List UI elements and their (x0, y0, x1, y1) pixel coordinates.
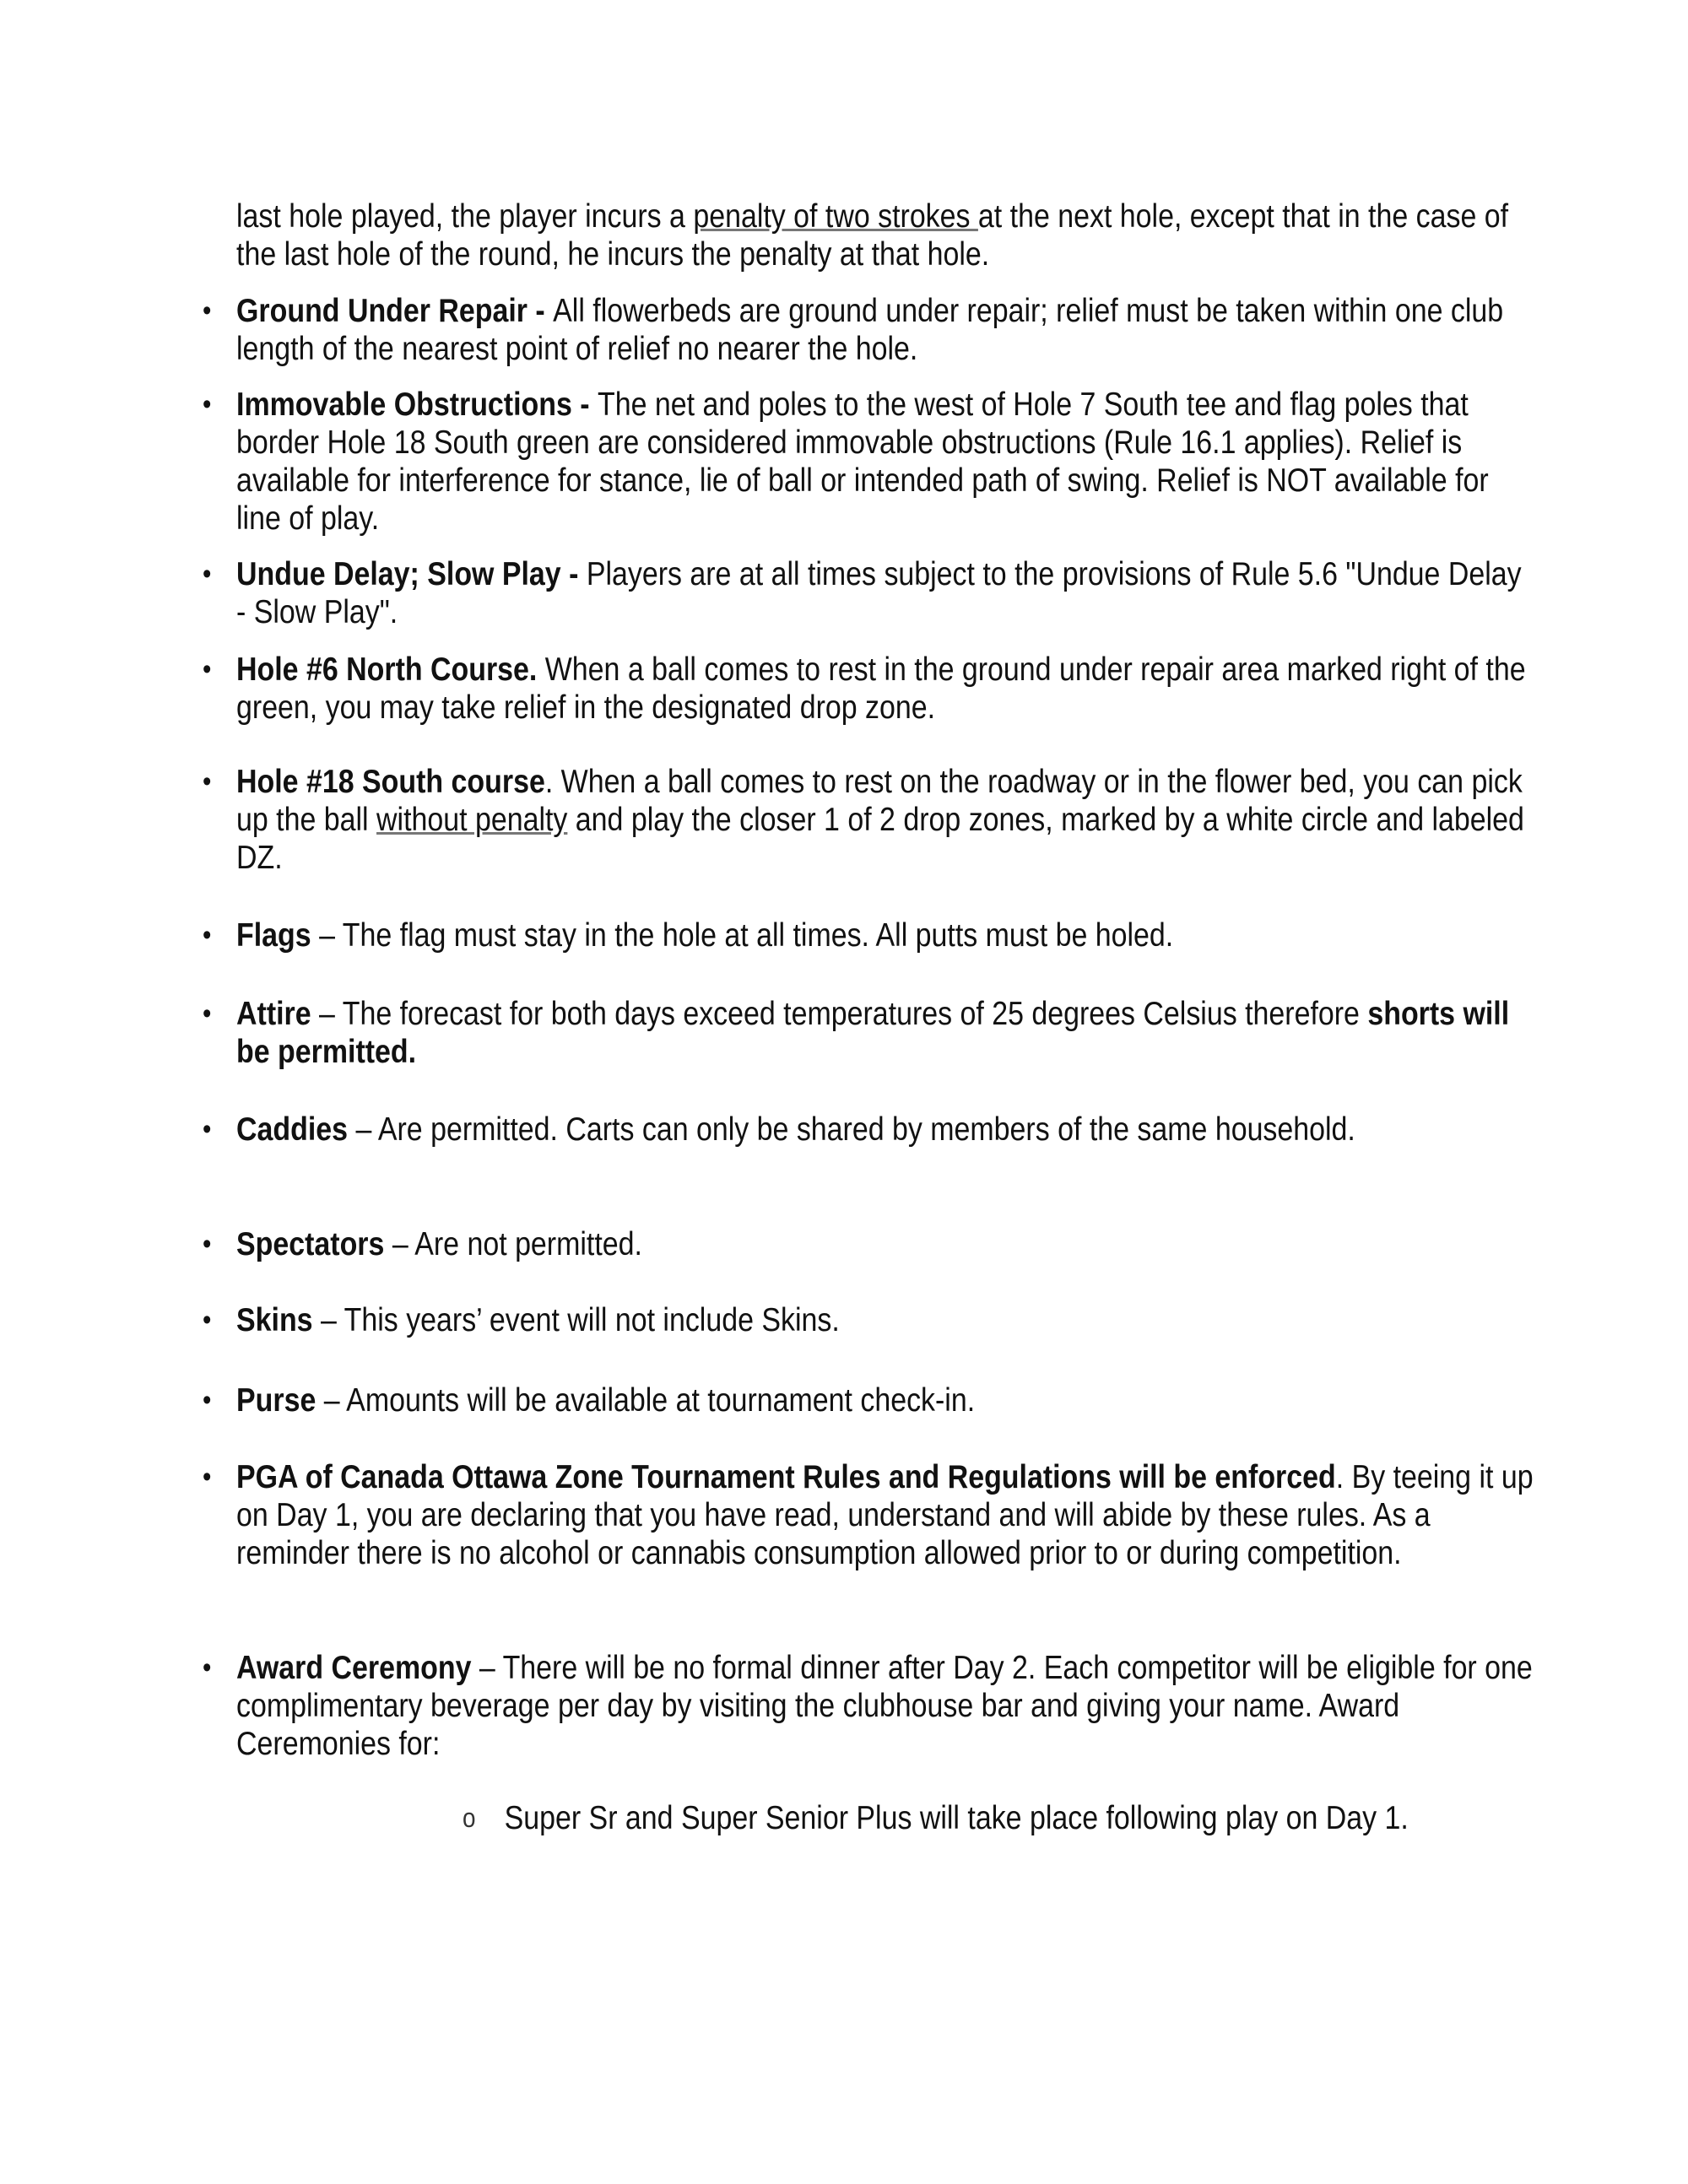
item-heading: Immovable Obstructions - (236, 387, 598, 423)
item-heading: Award Ceremony (236, 1650, 472, 1686)
list-item (203, 995, 1510, 1071)
item-heading: Hole #18 South course (236, 764, 545, 800)
item-heading: Undue Delay; Slow Play - (236, 556, 587, 592)
text: last hole played, the player incurs a (236, 198, 694, 235)
sub-list-item (463, 1799, 1501, 1837)
circle-bullet-icon: o (463, 1803, 476, 1833)
underlined-text: penalty of two strokes (693, 198, 978, 235)
list-item (203, 555, 1522, 631)
item-heading: Flags (236, 917, 311, 954)
item-text: – The flag must stay in the hole at all times. All putts must be holed. (311, 917, 1174, 954)
list-item (203, 916, 1502, 954)
item-emphasis: shorts will be permitted. (236, 996, 1510, 1070)
bullet-icon: • (203, 295, 212, 327)
item-text: – There will be no formal dinner after Day 2. Each competitor will be eligible for one complimentary beverage per day by visiting the clubhouse bar and giving your name. Award Ceremonies for: (236, 1650, 1533, 1762)
bullet-icon: • (203, 1228, 212, 1260)
bullet-icon: • (203, 1384, 212, 1416)
bullet-icon: • (203, 919, 212, 951)
item-text: – Are permitted. Carts can only be shared by members of the same household. (348, 1111, 1355, 1148)
list-item (203, 1301, 1502, 1339)
item-text: All flowerbeds are ground under repair; relief must be taken within one club length of the nearest point of relief no nearer the hole. (236, 293, 1504, 367)
sub-item-text: Super Sr and Super Senior Plus will take place following play on Day 1. (504, 1800, 1409, 1836)
list-item (203, 651, 1526, 727)
list-item (203, 763, 1524, 877)
list-item (203, 1225, 1502, 1263)
list-item (203, 1111, 1502, 1149)
item-heading: PGA of Canada Ottawa Zone Tournament Rules and Regulations will be enforced (236, 1459, 1336, 1495)
item-text: When a ball comes to rest in the ground under repair area marked right of the green, you may take relief in the designated drop zone. (236, 651, 1526, 726)
bullet-icon: • (203, 388, 212, 420)
bullet-icon: • (203, 997, 212, 1030)
item-text: – Are not permitted. (384, 1226, 642, 1262)
continuation-paragraph (203, 197, 1509, 273)
bullet-icon: • (203, 1652, 212, 1684)
bullet-icon: • (203, 765, 212, 797)
list-item (203, 386, 1502, 538)
item-heading: Caddies (236, 1111, 349, 1148)
item-heading: Ground Under Repair - (236, 293, 554, 329)
item-text: Players are at all times subject to the provisions of Rule 5.6 "Undue Delay - Slow Play". (236, 556, 1522, 630)
underlined-text: without penalty (376, 802, 568, 838)
item-heading: Purse (236, 1382, 316, 1419)
bullet-icon: • (203, 1461, 212, 1493)
list-item (203, 1458, 1534, 1572)
list-item (203, 292, 1502, 368)
list-item (203, 1381, 1502, 1419)
item-text: . When a ball comes to rest on the roadway or in the flower bed, you can pick up the ball (236, 764, 1523, 838)
item-heading: Spectators (236, 1226, 385, 1262)
item-heading: Hole #6 North Course. (236, 651, 538, 688)
item-text: – The forecast for both days exceed temperatures of 25 degrees Celsius therefore (311, 996, 1368, 1032)
bullet-icon: • (203, 558, 212, 590)
item-text: and play the closer 1 of 2 drop zones, marked by a white circle and labeled DZ. (236, 802, 1524, 876)
item-heading: Skins (236, 1302, 313, 1338)
list-item (203, 1649, 1533, 1763)
bullet-icon: • (203, 653, 212, 685)
item-text: The net and poles to the west of Hole 7 South tee and flag poles that border Hole 18 South green are considered immovable obstructions (Rule 16.1 applies). Relief is available for interference for stance, lie of ball or intended path of swing. Relief is NOT available for line of play. (236, 387, 1489, 537)
item-text: – This years’ event will not include Skins. (312, 1302, 840, 1338)
item-text: – Amounts will be available at tournament check-in. (316, 1382, 976, 1419)
text: at the next hole, except that in the case of the last hole of the round, he incurs the penalty at that hole. (236, 198, 1509, 273)
bullet-icon: • (203, 1304, 212, 1336)
item-text: . By teeing it up on Day 1, you are declaring that you have read, understand and will abide by these rules. As a reminder there is no alcohol or cannabis consumption allowed prior to or during competition. (236, 1459, 1534, 1571)
item-heading: Attire (236, 996, 311, 1032)
bullet-icon: • (203, 1113, 212, 1145)
